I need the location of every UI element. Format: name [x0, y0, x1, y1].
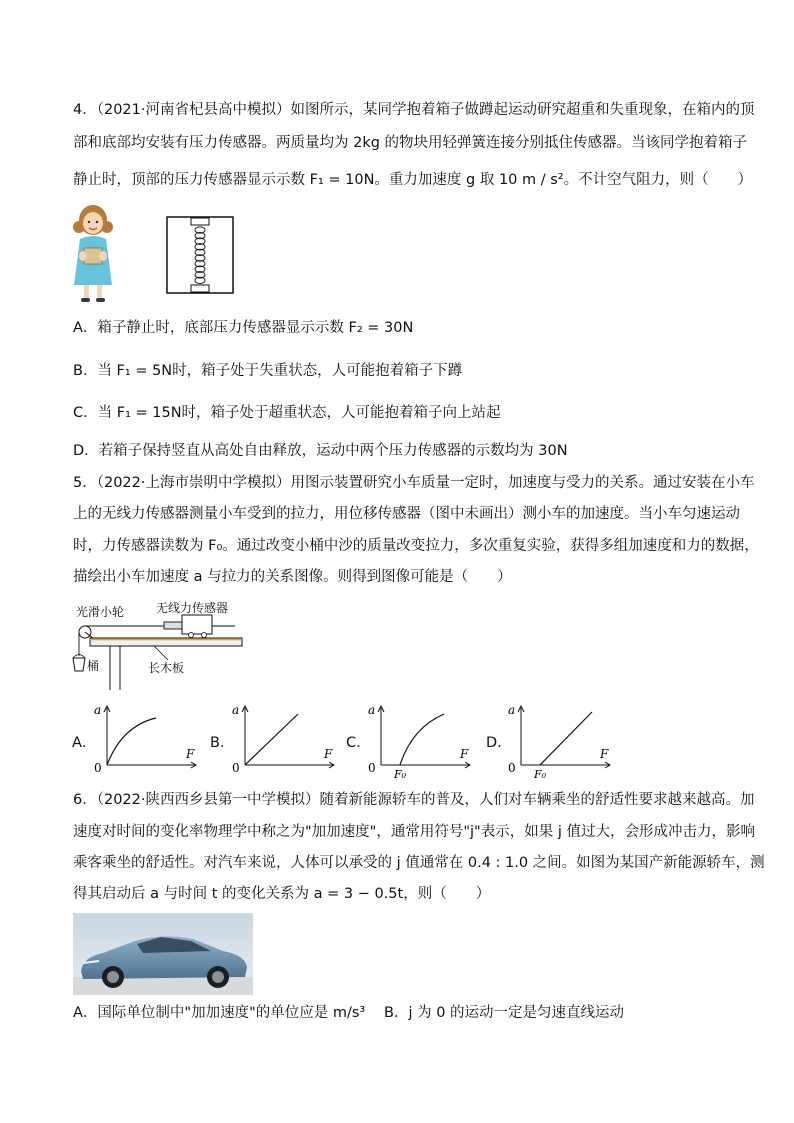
- q5-stem-line-2: 上的无线力传感器测量小车受到的拉力，用位移传感器（图中未画出）测小车的加速度。当小车匀速运动: [73, 506, 740, 522]
- q6-stem-line-4: 得其启动后 a 与时间 t 的变化关系为 a = 3 − 0.5t，则（ ）: [73, 886, 491, 902]
- q4-stem-line-1: 4．（2021·河南省杞县高中模拟）如图所示，某同学抱着箱子做蹲起运动研究超重和失重现象，在箱内的顶: [73, 102, 755, 118]
- q5-graph-option-letter[interactable]: B．: [210, 735, 235, 751]
- graph-curve: [540, 712, 592, 765]
- girl-holding-box-illustration: [70, 203, 116, 303]
- x-axis-label: F: [460, 747, 469, 761]
- q5-graph-option-letter[interactable]: C．: [346, 735, 371, 751]
- q5-graph-option-letter[interactable]: A．: [72, 735, 97, 751]
- q6-option-a[interactable]: A．国际单位制中"加加速度"的单位应是 m/s³: [73, 1005, 366, 1021]
- origin-label: 0: [508, 761, 516, 775]
- q4-option-c[interactable]: C．当 F₁ = 15N时，箱子处于超重状态，人可能抱着箱子向上站起: [73, 405, 501, 421]
- q4-stem-line-2: 部和底部均安装有压力传感器。两质量均为 2kg 的物块用轻弹簧连接分别抵住传感器。当该同学抱着箱子: [73, 135, 748, 151]
- q5-stem-line-1: 5．（2022·上海市崇明中学模拟）用图示装置研究小车质量一定时，加速度与受力的关系。通过安装在小车: [73, 475, 755, 491]
- f0-label: F₀: [534, 768, 547, 780]
- y-axis-label: a: [232, 703, 240, 717]
- origin-label: 0: [232, 761, 240, 775]
- graph-curve: [107, 718, 156, 765]
- q6-option-b[interactable]: B．j 为 0 的运动一定是匀速直线运动: [384, 1005, 625, 1021]
- x-axis-label: F: [600, 747, 609, 761]
- electric-sedan-photo: [73, 913, 253, 995]
- sensor-label: 无线力传感器: [156, 601, 229, 615]
- q6-stem-line-1: 6．（2022·陕西西乡县第一中学模拟）随着新能源轿车的普及，人们对车辆乘坐的舒适性要求越来越高。加: [73, 792, 755, 808]
- q5-graph-option[interactable]: [90, 700, 202, 780]
- q4-option-d[interactable]: D．若箱子保持竖直从高处自由释放，运动中两个压力传感器的示数均为 30N: [73, 443, 568, 459]
- q4-option-b[interactable]: B．当 F₁ = 5N时，箱子处于失重状态，人可能抱着箱子下蹲: [73, 363, 463, 379]
- q5-graph-option[interactable]: [364, 700, 476, 780]
- q5-stem-line-4: 描绘出小车加速度 a 与拉力的关系图像。则得到图像可能是（ ）: [73, 569, 512, 585]
- x-axis-label: F: [324, 747, 333, 761]
- q5-stem-line-3: 时，力传感器读数为 F₀。通过改变小桶中沙的质量改变拉力，多次重复实验，获得多组加速度和力的数据，: [73, 538, 759, 554]
- y-axis-label: a: [94, 703, 102, 717]
- origin-label: 0: [368, 761, 376, 775]
- y-axis-label: a: [508, 703, 516, 717]
- graph-curve: [245, 714, 298, 765]
- q5-graph-option[interactable]: [228, 700, 340, 780]
- pulley-label: 光滑小轮: [76, 605, 125, 619]
- graph-curve: [400, 714, 444, 765]
- q4-option-a[interactable]: A．箱子静止时，底部压力传感器显示示数 F₂ = 30N: [73, 320, 414, 336]
- bucket-label: 桶: [87, 659, 100, 673]
- origin-label: 0: [94, 761, 102, 775]
- q5-graph-option[interactable]: [504, 700, 616, 780]
- q6-stem-line-3: 乘客乘坐的舒适性。对汽车来说，人体可以承受的 j 值通常在 0.4 : 1.0 之间。如图为某国产新能源轿车，测: [73, 855, 765, 871]
- board-label: 长木板: [148, 661, 185, 675]
- box-spring-sensor-diagram: [166, 216, 234, 294]
- y-axis-label: a: [368, 703, 376, 717]
- q5-graph-option-letter[interactable]: D．: [486, 735, 512, 751]
- x-axis-label: F: [186, 747, 195, 761]
- q4-stem-line-3: 静止时，顶部的压力传感器显示示数 F₁ = 10N。重力加速度 g 取 10 m / s²。不计空气阻力，则（ ）: [73, 172, 753, 188]
- q6-stem-line-2: 速度对时间的变化率物理学中称之为"加加速度"，通常用符号"j"表示，如果 j 值过大，会形成冲击力，影响: [73, 824, 755, 840]
- cart-pulley-apparatus-diagram: [72, 598, 247, 690]
- f0-label: F₀: [394, 768, 407, 780]
